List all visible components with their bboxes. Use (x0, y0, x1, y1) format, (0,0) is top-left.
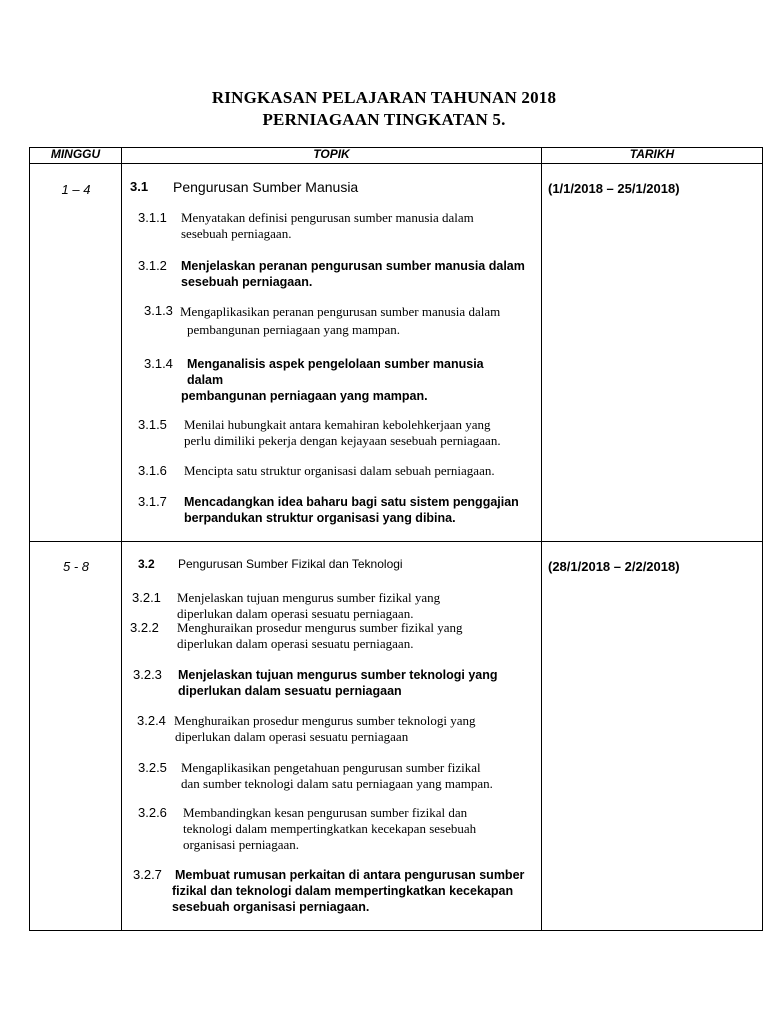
list-item (144, 303, 539, 339)
document-subtitle: PERNIAGAAN TINGKATAN 5. (262, 110, 506, 129)
section-heading (138, 557, 538, 575)
item-text: Membandingkan kesan pengurusan sumber fizikal dan (183, 805, 468, 820)
section-title: Pengurusan Sumber Manusia (173, 179, 359, 195)
item-number: 3.1.6 (138, 463, 167, 478)
item-number: 3.1.1 (138, 210, 167, 225)
item-text: perlu dimiliki pekerja dengan kejayaan sesebuah perniagaan. (184, 433, 501, 448)
item-text: Menilai hubungkait antara kemahiran kebolehkerjaan yang (184, 417, 491, 432)
item-text: sesebuah perniagaan. (181, 275, 313, 289)
item-number: 3.2.4 (137, 713, 166, 728)
item-number: 3.1.5 (138, 417, 167, 432)
item-number: 3.1.2 (138, 258, 167, 273)
item-text: diperlukan dalam operasi sesuatu perniagaan. (177, 606, 414, 621)
item-text: pembangunan perniagaan yang mampan. (187, 322, 400, 337)
week-range: 5 - 8 (62, 559, 89, 574)
item-text: Menganalisis aspek pengelolaan sumber manusia (187, 357, 484, 371)
document-title: RINGKASAN PELAJARAN TAHUNAN 2018 (211, 88, 557, 107)
item-text: sesebuah perniagaan. (181, 226, 292, 241)
list-item (133, 867, 538, 917)
item-number: 3.1.4 (144, 356, 173, 371)
header-topik: TOPIK (313, 147, 350, 161)
item-text: Menghuraikan prosedur mengurus sumber fizikal yang (177, 620, 463, 635)
list-item (138, 494, 538, 528)
item-number: 3.2.6 (138, 805, 167, 820)
item-text: Mengaplikasikan pengetahuan pengurusan sumber fizikal (181, 760, 481, 775)
list-item (138, 258, 538, 292)
item-number: 3.2.5 (138, 760, 167, 775)
item-text: organisasi perniagaan. (183, 837, 299, 852)
item-text: Mengaplikasikan peranan pengurusan sumber manusia dalam (180, 304, 501, 319)
header-minggu: MINGGU (50, 147, 101, 161)
item-text: Menjelaskan tujuan mengurus sumber fizikal yang (177, 590, 441, 605)
list-item (137, 713, 537, 745)
item-number: 3.2.1 (132, 590, 161, 605)
week-range: 1 – 4 (61, 182, 91, 197)
date-range: (1/1/2018 – 25/1/2018) (548, 181, 680, 196)
item-text: pembangunan perniagaan yang mampan. (181, 389, 428, 403)
section-heading (130, 179, 530, 197)
date-range: (28/1/2018 – 2/2/2018) (548, 559, 680, 574)
item-text: Mencipta satu struktur organisasi dalam sebuah perniagaan. (184, 463, 495, 478)
item-text: Menghuraikan prosedur mengurus sumber teknologi yang (174, 713, 476, 728)
section-number: 3.1 (130, 179, 149, 194)
section-number: 3.2 (138, 557, 155, 571)
item-number: 3.1.7 (138, 494, 167, 509)
item-text: diperlukan dalam operasi sesuatu perniagaan. (177, 636, 414, 651)
item-text: fizikal dan teknologi dalam mempertingkatkan kecekapan (172, 884, 514, 898)
section-title: Pengurusan Sumber Fizikal dan Teknologi (178, 557, 403, 571)
header-tarikh: TARIKH (629, 147, 675, 161)
item-text: Menjelaskan peranan pengurusan sumber manusia dalam (181, 259, 525, 273)
item-text: sesebuah organisasi perniagaan. (172, 900, 370, 914)
item-text: diperlukan dalam sesuatu perniagaan (178, 684, 402, 698)
list-item (132, 590, 537, 622)
item-number: 3.1.3 (144, 303, 173, 318)
list-item (133, 667, 538, 699)
list-item (144, 356, 539, 406)
list-item (138, 210, 538, 244)
item-text: teknologi dalam mempertingkatkan kecekapan sesebuah (183, 821, 477, 836)
item-number: 3.2.7 (133, 867, 162, 882)
list-item (138, 805, 538, 853)
item-text: Menyatakan definisi pengurusan sumber manusia dalam (181, 210, 474, 225)
list-item (138, 760, 538, 792)
item-text: dalam (187, 373, 224, 387)
item-text: dan sumber teknologi dalam satu perniagaan yang mampan. (181, 776, 493, 791)
list-item (130, 620, 535, 652)
item-number: 3.2.2 (130, 620, 159, 635)
item-text: Membuat rumusan perkaitan di antara pengurusan sumber (175, 868, 525, 882)
item-text: berpandukan struktur organisasi yang dibina. (184, 511, 456, 525)
item-text: Mencadangkan idea baharu bagi satu sistem penggajian (184, 495, 519, 509)
item-text: Menjelaskan tujuan mengurus sumber teknologi yang (178, 668, 498, 682)
list-item (138, 417, 538, 451)
list-item (138, 463, 538, 481)
item-number: 3.2.3 (133, 667, 162, 682)
item-text: diperlukan dalam operasi sesuatu perniagaan (175, 729, 409, 744)
